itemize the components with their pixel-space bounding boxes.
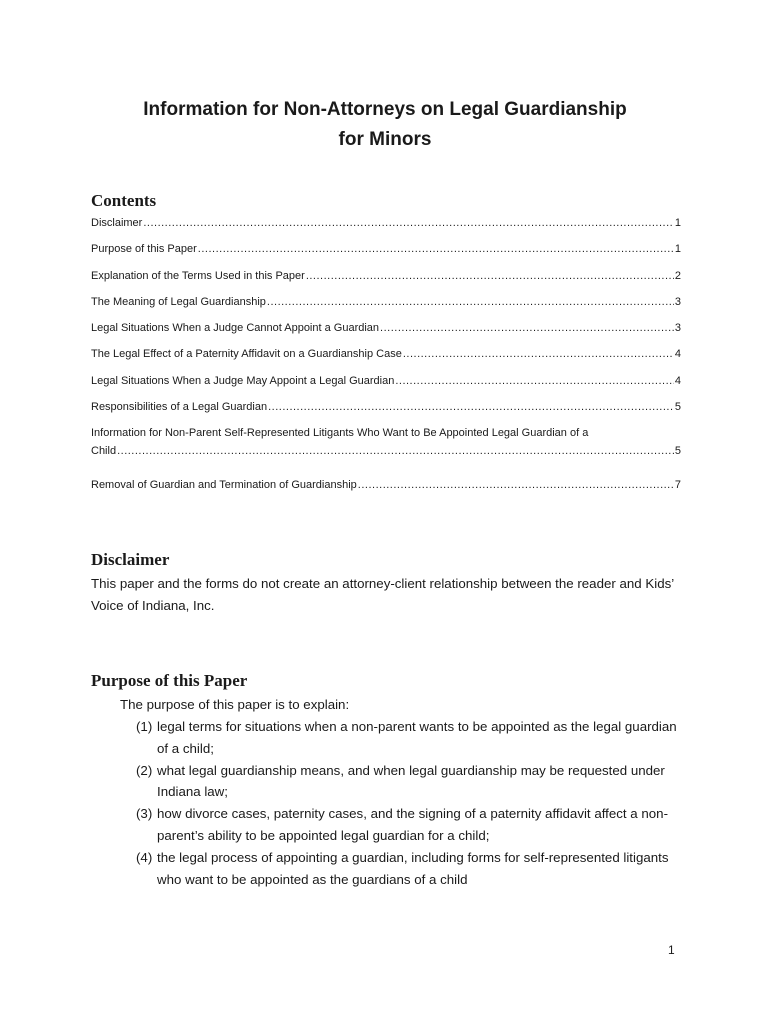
toc-entry-label: Responsibilities of a Legal Guardian <box>91 401 268 414</box>
toc-entry-terms[interactable] <box>91 267 681 293</box>
toc-entry-self-represented[interactable] <box>91 424 681 476</box>
toc-entry-meaning[interactable] <box>91 293 681 319</box>
toc-entry-label-continued: Child <box>91 445 117 458</box>
toc-entry-removal[interactable] <box>91 476 681 502</box>
toc-leader-dots <box>358 476 674 494</box>
toc-entry-label: Disclaimer <box>91 217 143 229</box>
toc-entry-page: 4 <box>674 374 681 387</box>
purpose-item-number: (2) <box>136 762 153 778</box>
toc-leader-dots <box>143 214 674 232</box>
toc-leader-dots <box>395 372 674 390</box>
table-of-contents <box>91 214 681 503</box>
purpose-list-item <box>120 803 680 847</box>
document-title <box>0 95 770 155</box>
disclaimer-text: This paper and the forms do not create an attorney-client relationship between the reader and Kids’ Voice of Indiana, Inc. <box>91 576 674 613</box>
toc-leader-dots <box>306 267 674 285</box>
toc-entry-label: Information for Non-Parent Self-Represented Litigants Who Want to Be Appointed Legal Guardian of a <box>91 427 589 440</box>
toc-leader-dots <box>198 240 674 258</box>
toc-leader-dots <box>403 345 674 363</box>
toc-entry-label: The Legal Effect of a Paternity Affidavit on a Guardianship Case <box>91 348 402 361</box>
toc-entry-page: 1 <box>674 243 681 256</box>
purpose-item-text: how divorce cases, paternity cases, and the signing of a paternity affidavit affect a non-parent’s ability to be appointed legal guardian for a child; <box>157 806 669 843</box>
toc-entry-page: 5 <box>674 401 681 414</box>
toc-entry-page: 3 <box>674 295 681 308</box>
contents-heading: Contents <box>91 191 157 210</box>
purpose-heading: Purpose of this Paper <box>91 671 248 690</box>
document-title-line-1: Information for Non-Attorneys on Legal Guardianship <box>143 99 627 120</box>
toc-entry-label: Legal Situations When a Judge May Appoint a Legal Guardian <box>91 374 395 387</box>
purpose-item-text: legal terms for situations when a non-parent wants to be appointed as the legal guardian of a child; <box>157 719 677 756</box>
purpose-item-number: (3) <box>136 806 153 822</box>
page-number: 1 <box>668 943 675 957</box>
toc-entry-page: 2 <box>674 269 681 282</box>
purpose-item-number: (4) <box>136 849 153 865</box>
purpose-intro: The purpose of this paper is to explain: <box>120 697 350 712</box>
toc-entry-label: Explanation of the Terms Used in this Paper <box>91 269 305 282</box>
toc-entry-page: 7 <box>674 479 681 492</box>
toc-entry-responsibilities[interactable] <box>91 398 681 424</box>
toc-entry-paternity-affidavit[interactable] <box>91 345 681 371</box>
toc-entry-page: 5 <box>674 445 681 458</box>
purpose-item-text: what legal guardianship means, and when legal guardianship may be requested under Indiana law; <box>157 762 665 800</box>
toc-entry-label: Purpose of this Paper <box>91 243 197 256</box>
toc-leader-dots <box>268 398 674 416</box>
purpose-list-item <box>120 760 680 804</box>
document-title-line-2: for Minors <box>338 129 432 150</box>
purpose-item-text: the legal process of appointing a guardian, including forms for self-represented litigants who want to be appointed as the guardians of a child <box>157 849 669 887</box>
purpose-list-item <box>120 716 680 760</box>
toc-entry-page: 4 <box>674 348 681 361</box>
toc-entry-purpose[interactable] <box>91 240 681 266</box>
disclaimer-heading: Disclaimer <box>91 550 170 569</box>
toc-leader-dots <box>380 319 674 337</box>
toc-entry-may-appoint[interactable] <box>91 372 681 398</box>
toc-entry-page: 3 <box>674 322 681 335</box>
purpose-item-number: (1) <box>136 719 153 734</box>
purpose-list-item <box>120 847 680 891</box>
toc-entry-cannot-appoint[interactable] <box>91 319 681 345</box>
toc-entry-label: Legal Situations When a Judge Cannot Appoint a Guardian <box>91 322 380 335</box>
toc-entry-disclaimer[interactable] <box>91 214 681 240</box>
toc-leader-dots <box>267 293 674 311</box>
purpose-list <box>120 716 680 890</box>
toc-leader-dots <box>117 442 674 460</box>
toc-entry-page: 1 <box>674 217 681 229</box>
toc-entry-label: Removal of Guardian and Termination of Guardianship <box>91 479 357 492</box>
toc-entry-label: The Meaning of Legal Guardianship <box>91 295 266 308</box>
